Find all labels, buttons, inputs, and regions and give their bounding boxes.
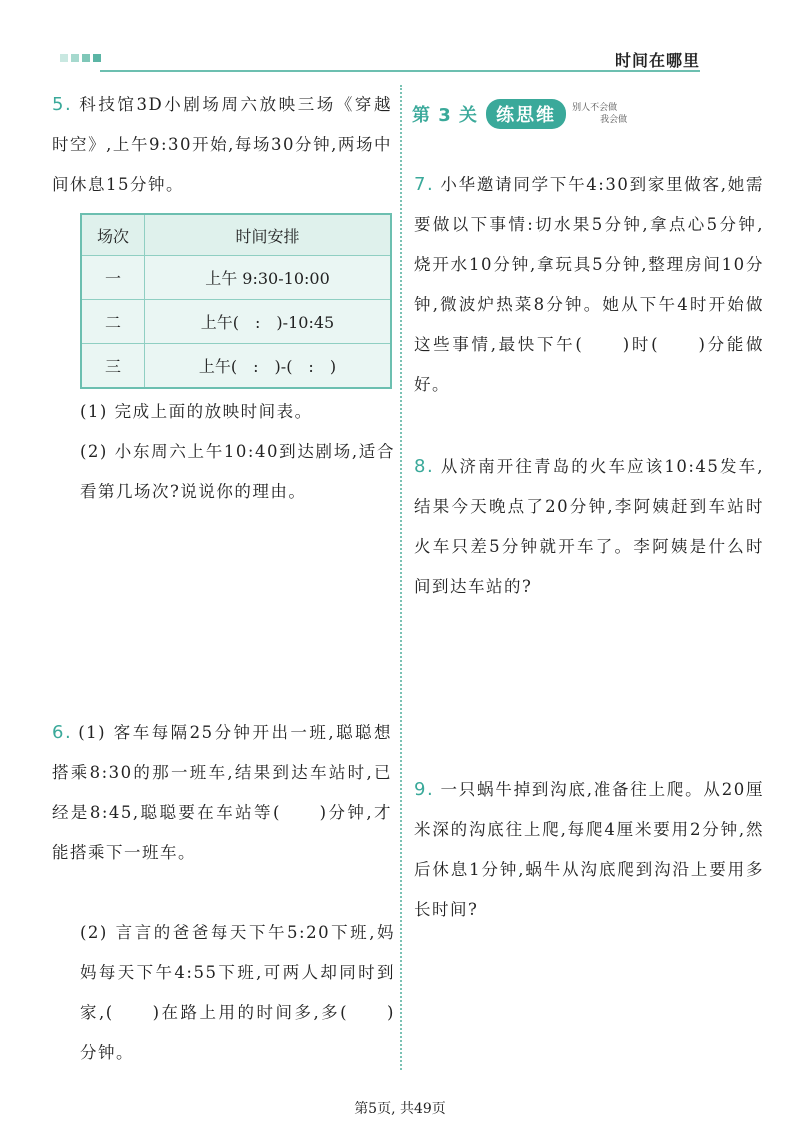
level-badge [412, 99, 627, 129]
question-5 [52, 85, 392, 205]
column-divider [400, 85, 402, 1070]
table-cell: 三 [81, 344, 145, 389]
header-square [82, 54, 90, 62]
question-5-part-2: (2) 小东周六上午10:40到达剧场,适合看第几场次?说说你的理由。 [80, 442, 395, 501]
tagline-line: 我会做 [600, 115, 628, 125]
table-header-row [81, 214, 391, 256]
table-row [81, 256, 391, 300]
header-rule [100, 70, 700, 72]
page-number: 第5页, 共49页 [354, 1101, 446, 1117]
question-number: 8. [414, 456, 435, 477]
question-7 [414, 165, 764, 405]
table-cell: 二 [81, 300, 145, 344]
tagline-line: 别人不会做 [572, 103, 618, 113]
question-number: 9. [414, 779, 435, 800]
level-label: 第 3 关 [412, 105, 479, 126]
table-cell: 上午( : )-( : ) [145, 344, 392, 389]
question-number: 5. [52, 94, 73, 115]
question-6-part-1: (1) 客车每隔25分钟开出一班,聪聪想搭乘8:30的那一班车,结果到达车站时,已经是8:45,聪聪要在车站等( )分钟,才能搭乘下一班车。 [52, 723, 392, 862]
question-8 [414, 447, 764, 607]
question-6-part-2: (2) 言言的爸爸每天下午5:20下班,妈妈每天下午4:55下班,可两人却同时到家,( )在路上用的时间多,多( )分钟。 [80, 923, 395, 1062]
table-cell: 一 [81, 256, 145, 300]
header-square [60, 54, 68, 62]
question-text: 一只蜗牛掉到沟底,准备往上爬。从20厘米深的沟底往上爬,每爬4厘米要用2分钟,然后休息1分钟,蜗牛从沟底爬到沟沿上要用多长时间? [414, 780, 764, 919]
question-text: 从济南开往青岛的火车应该10:45发车,结果今天晚点了20分钟,李阿姨赶到车站时火车只差5分钟就开车了。李阿姨是什么时间到达车站的? [414, 457, 764, 596]
table-cell: 上午( : )-10:45 [145, 300, 392, 344]
question-text: 小华邀请同学下午4:30到家里做客,她需要做以下事情:切水果5分钟,拿点心5分钟,烧开水10分钟,拿玩具5分钟,整理房间10分钟,微波炉热菜8分钟。她从下午4时开始做这些事情,最快下午( )时( )分能做好。 [414, 175, 764, 394]
table-header-cell: 时间安排 [145, 214, 392, 256]
header-square [71, 54, 79, 62]
question-5-part-1: (1) 完成上面的放映时间表。 [80, 402, 313, 421]
table-header-cell: 场次 [81, 214, 145, 256]
question-number: 6. [52, 722, 73, 743]
question-6 [52, 713, 392, 873]
table-row [81, 344, 391, 389]
schedule-table [80, 213, 392, 389]
page-header-title: 时间在哪里 [614, 51, 700, 70]
table-row [81, 300, 391, 344]
level-tagline [572, 102, 627, 126]
question-number: 7. [414, 174, 435, 195]
level-title: 练思维 [486, 99, 566, 129]
question-text: 科技馆3D小剧场周六放映三场《穿越时空》,上午9:30开始,每场30分钟,两场中间休息15分钟。 [52, 95, 392, 194]
table-cell: 上午 9:30-10:00 [145, 256, 392, 300]
header-square [93, 54, 101, 62]
question-9 [414, 770, 764, 930]
header-decoration [60, 54, 101, 62]
